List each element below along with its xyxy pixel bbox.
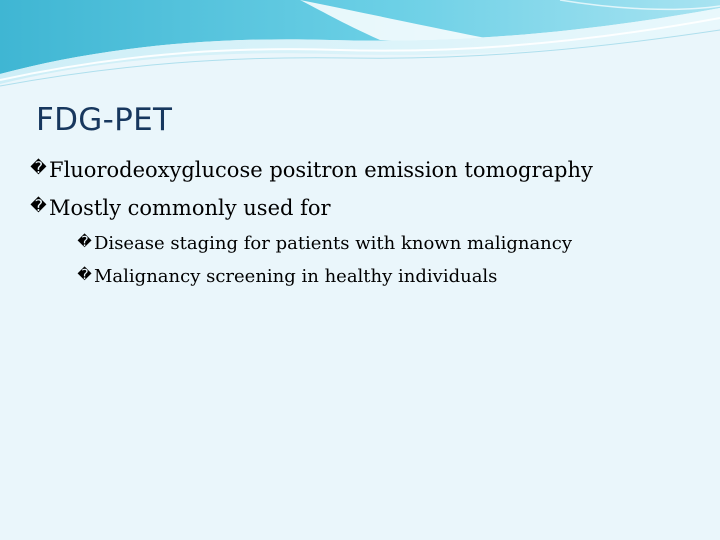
header-wave-decoration [0,0,720,100]
bullet-item [30,158,593,182]
sub-bullet-item [77,233,572,254]
sub-bullet-text: Malignancy screening in healthy individuals [94,266,498,287]
sub-bullet-text: Disease staging for patients with known malignancy [94,233,573,254]
missing-glyph-icon: � [77,234,92,250]
bullet-item [30,196,331,220]
bullet-text: Mostly commonly used for [49,196,331,220]
bullet-text: Fluorodeoxyglucose positron emission tomography [49,158,593,182]
slide-title: FDG-PET [36,102,173,138]
sub-bullet-item [77,266,497,287]
missing-glyph-icon: � [30,196,47,215]
missing-glyph-icon: � [77,267,92,283]
missing-glyph-icon: � [30,158,47,177]
